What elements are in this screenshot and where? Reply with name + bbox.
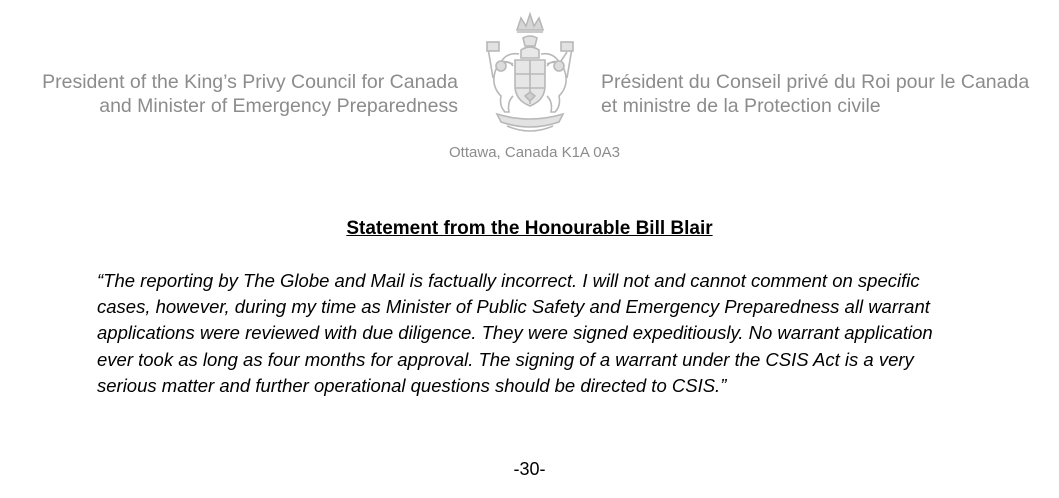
coat-of-arms-icon bbox=[479, 8, 581, 138]
letterhead-french-line-1: Président du Conseil privé du Roi pour le Canada bbox=[601, 71, 1030, 93]
end-mark: -30- bbox=[513, 459, 546, 479]
letterhead-french-line-2: et ministre de la Protection civile bbox=[601, 95, 881, 117]
office-address: Ottawa, Canada K1A 0A3 bbox=[449, 144, 620, 161]
letterhead-english-line-2: and Minister of Emergency Preparedness bbox=[99, 95, 458, 117]
statement-body: “The reporting by The Globe and Mail is factually incorrect. I will not and cannot comment on specific cases, however, during my time as Minister of Public Safety and Emergency Preparedness all warrant applications were reviewed with due diligence. They were signed expeditiously. No warrant application ever took as long as four months for approval. The signing of a warrant under the CSIS Act is a very serious matter and further operational questions should be directed to CSIS.” bbox=[97, 270, 933, 396]
letterhead-french bbox=[601, 70, 1051, 118]
letterhead-english-line-1: President of the King’s Privy Council for Canada bbox=[42, 71, 458, 93]
statement-title: Statement from the Honourable Bill Blair bbox=[346, 218, 713, 239]
letterhead-english bbox=[0, 70, 458, 118]
